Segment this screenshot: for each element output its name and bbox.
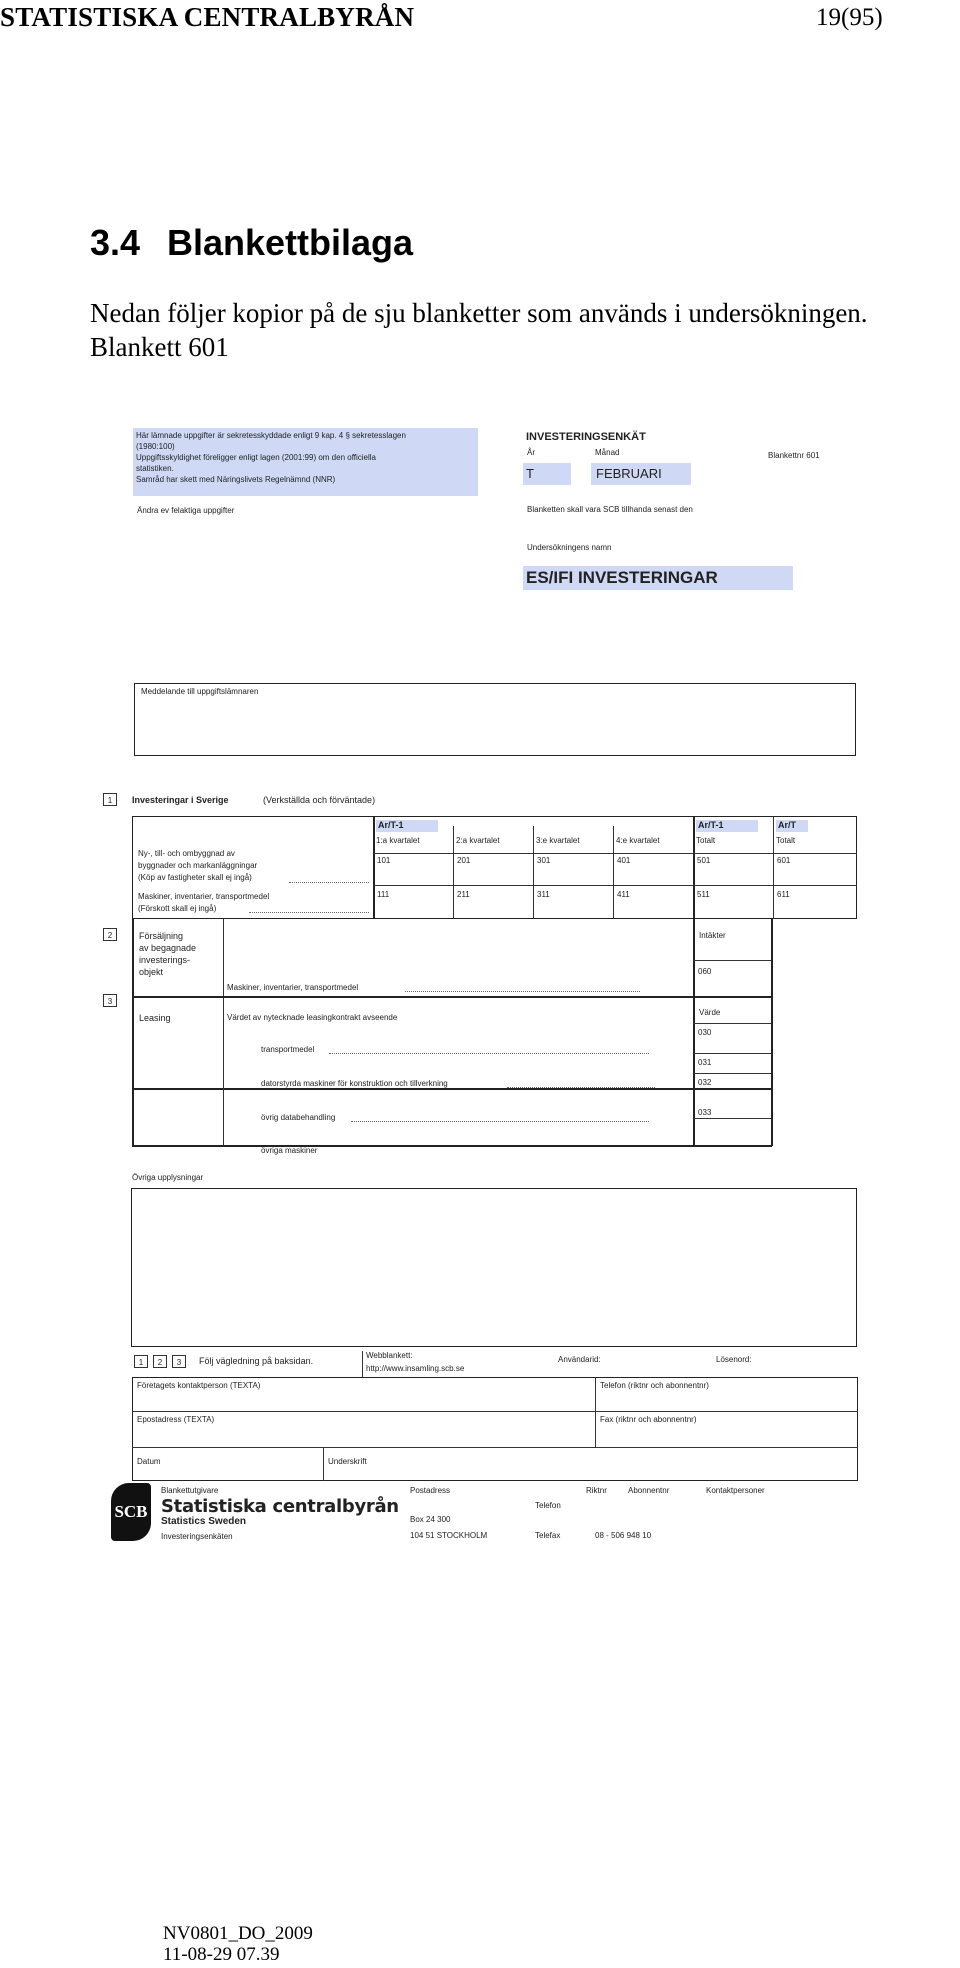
message-label: Meddelande till uppgiftslämnaren [141, 687, 259, 696]
month-field[interactable]: FEBRUARI [591, 463, 691, 485]
code-111: 111 [377, 890, 390, 899]
intro-paragraph [90, 296, 868, 364]
leasing-item: transportmedel [261, 1045, 315, 1054]
row-label-line: byggnader och markanläggningar [138, 861, 258, 870]
code-511: 511 [697, 890, 710, 899]
phone-label[interactable]: Telefon (riktnr och abonnentnr) [600, 1381, 709, 1390]
scb-logo: SCB [111, 1483, 151, 1541]
col-total2: Totalt [776, 836, 796, 845]
code-311: 311 [537, 890, 550, 899]
row-label-line: (Förskott skall ej ingå) [138, 904, 217, 913]
survey-name: ES/IFI INVESTERINGAR [523, 566, 793, 590]
other-info-box[interactable] [131, 1188, 857, 1347]
message-box[interactable] [134, 683, 856, 756]
footer-code: NV0801_DO_2009 [163, 1923, 313, 1944]
col-q4: 4:e kvartalet [616, 836, 660, 845]
scb-dept: Investeringsenkäten [161, 1532, 233, 1541]
conf-line: (1980:100) [136, 442, 175, 451]
section-2-label [139, 930, 196, 978]
conf-line: Samråd har skett med Näringslivets Regelnämnd (NNR) [136, 475, 336, 484]
form-number: Blankettnr 601 [768, 451, 820, 460]
phone2-label: Telefon [535, 1501, 561, 1510]
section-1-subtitle: (Verkställda och förväntade) [263, 795, 376, 805]
row-label-line: Maskiner, inventarier, transportmedel [138, 892, 270, 901]
s2-line: investerings- [139, 955, 191, 965]
code-611: 611 [777, 890, 790, 899]
guide-num: 3 [172, 1355, 186, 1368]
scb-name-en: Statistics Sweden [161, 1516, 247, 1527]
col-total1: Totalt [696, 836, 716, 845]
section-3-desc: Värdet av nytecknade leasingkontrakt avseende [227, 1013, 398, 1022]
scb-name: Statistiska centralbyrån [161, 1496, 399, 1517]
contact-grid [132, 1377, 858, 1481]
code-033: 033 [698, 1108, 712, 1117]
survey-name-label: Undersökningens namn [527, 543, 612, 552]
footer-timestamp: 11-08-29 07.39 [163, 1944, 280, 1965]
fax-number: 08 - 506 948 10 [595, 1531, 652, 1540]
postal-city: 104 51 STOCKHOLM [410, 1531, 488, 1540]
leasing-item: övrig databehandling [261, 1113, 336, 1122]
password-label: Lösenord: [716, 1355, 752, 1364]
contacts-label: Kontaktpersoner [706, 1486, 765, 1495]
postal-box: Box 24 300 [410, 1515, 451, 1524]
other-info-label: Övriga upplysningar [132, 1173, 204, 1182]
code-401: 401 [617, 856, 631, 865]
web-url[interactable]: http://www.insamling.scb.se [366, 1364, 465, 1373]
confidentiality-notice [133, 428, 478, 496]
value-label: Värde [699, 1008, 721, 1017]
code-031: 031 [698, 1058, 712, 1067]
scanned-form-601 [103, 423, 865, 1553]
fax2-label: Telefax [535, 1531, 561, 1540]
guide-num: 1 [134, 1355, 148, 1368]
abonnentnr-label: Abonnentnr [628, 1486, 670, 1495]
conf-line: Här lämnade uppgifter är sekretesskyddade enligt 9 kap. 4 § sekretesslagen [136, 431, 406, 440]
code-411: 411 [617, 890, 630, 899]
deadline-label: Blanketten skall vara SCB tillhanda senast den [527, 505, 693, 514]
code-101: 101 [377, 856, 391, 865]
month-label: Månad [595, 448, 620, 457]
section-1-title: Investeringar i Sverige [132, 795, 229, 805]
section-title: Blankettbilaga [167, 222, 414, 263]
col-q3: 3:e kvartalet [536, 836, 580, 845]
col-at1b: Ar/T-1 [696, 820, 758, 832]
page-footer [163, 1923, 313, 1965]
contact-person-label[interactable]: Företagets kontaktperson (TEXTA) [137, 1381, 261, 1390]
row-label-line: Ny-, till- och ombyggnad av [138, 849, 235, 858]
col-at1a: Ar/T-1 [376, 820, 438, 832]
col-q2: 2:a kvartalet [456, 836, 500, 845]
row-buildings-label [138, 848, 257, 884]
section-3-title: Leasing [139, 1013, 171, 1023]
header-page-number: 19(95) [816, 4, 883, 31]
row-label-line: (Köp av fastigheter skall ej ingå) [138, 873, 252, 882]
email-label[interactable]: Epostadress (TEXTA) [137, 1415, 215, 1424]
section-1-number: 1 [103, 793, 117, 806]
col-q1: 1:a kvartalet [376, 836, 420, 845]
survey-title: INVESTERINGSENKÄT [526, 431, 646, 443]
date-label[interactable]: Datum [137, 1457, 161, 1466]
code-060: 060 [698, 967, 712, 976]
correction-label: Ändra ev felaktiga uppgifter [137, 506, 235, 515]
leasing-item: övriga maskiner [261, 1146, 318, 1155]
code-030: 030 [698, 1028, 712, 1037]
code-211: 211 [457, 890, 470, 899]
revenue-label: Intäkter [699, 931, 726, 940]
intro-text: Nedan följer kopior på de sju blanketter som används i undersökningen. [90, 298, 868, 328]
section-heading [90, 222, 413, 264]
guide-num: 2 [153, 1355, 167, 1368]
code-501: 501 [697, 856, 711, 865]
section-number: 3.4 [90, 222, 141, 263]
publisher-label: Blankettutgivare [161, 1486, 219, 1495]
web-label: Webblankett: [366, 1351, 413, 1360]
user-id-label: Användarid: [558, 1355, 601, 1364]
s2-item: Maskiner, inventarier, transportmedel [227, 983, 359, 992]
conf-line: Uppgiftsskyldighet föreligger enligt lagen (2001:99) om den officiella [136, 453, 376, 462]
guide-text: Följ vägledning på baksidan. [199, 1356, 314, 1366]
section-2-number: 2 [103, 928, 117, 941]
conf-line: statistiken. [136, 464, 174, 473]
header-organization: STATISTISKA CENTRALBYRÅN [0, 2, 415, 32]
leasing-item: datorstyrda maskiner för konstruktion och tillverkning [261, 1079, 448, 1088]
year-label: År [527, 448, 535, 457]
code-601: 601 [777, 856, 791, 865]
riktnr-label: Riktnr [586, 1486, 607, 1495]
s2-line: av begagnade [139, 943, 197, 953]
section-3-number: 3 [103, 994, 117, 1007]
fax-label[interactable]: Fax (riktnr och abonnentnr) [600, 1415, 697, 1424]
col-at: Ar/T [776, 820, 808, 832]
postal-label: Postadress [410, 1486, 451, 1495]
code-301: 301 [537, 856, 551, 865]
code-201: 201 [457, 856, 471, 865]
form-caption: Blankett 601 [90, 332, 229, 362]
year-field[interactable]: T [523, 463, 571, 485]
s2-line: Försäljning [139, 931, 184, 941]
signature-label[interactable]: Underskrift [328, 1457, 367, 1466]
code-032: 032 [698, 1078, 712, 1087]
s2-line: objekt [139, 967, 164, 977]
